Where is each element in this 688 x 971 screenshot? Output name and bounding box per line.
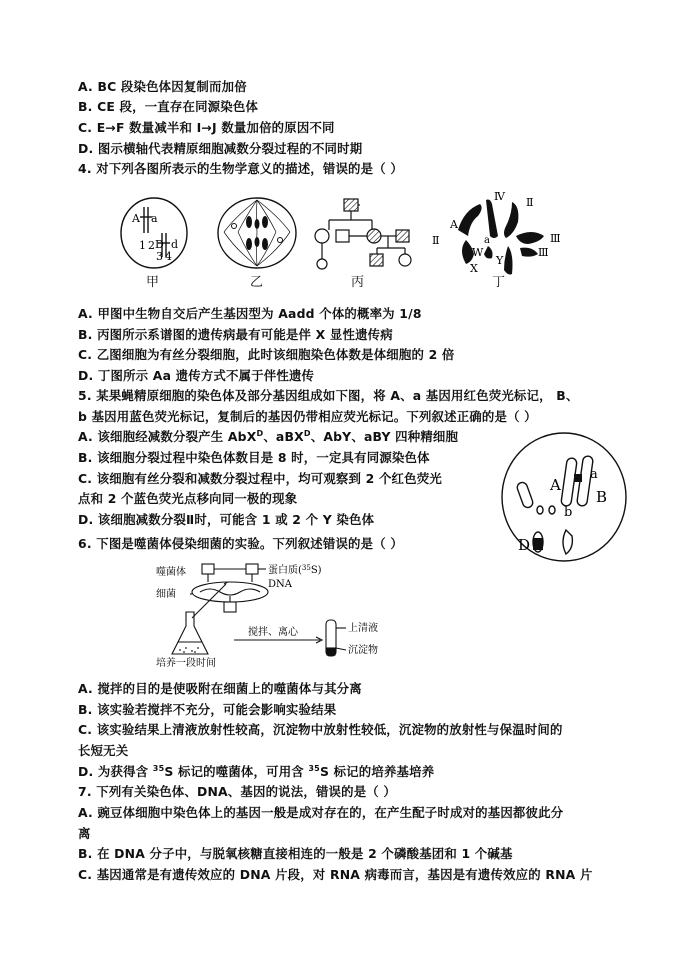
q5-stem-line2: b 基因用蓝色荧光标记，复制后的基因仍带相应荧光标记。下列叙述正确的是（ ）: [78, 409, 537, 424]
q4-label-jia: 甲: [146, 275, 160, 290]
jia-label-d: d: [171, 238, 179, 251]
jia-label-D: D: [155, 238, 164, 251]
cell-label-a: a: [590, 467, 598, 482]
q5-option-b: B. 该细胞分裂过程中染色体数目是 8 时，一定具有同源染色体: [78, 450, 430, 465]
ding-label-Y: Y: [496, 254, 504, 267]
q6-phage-experiment-figure: [150, 560, 400, 670]
cell-label-b: b: [564, 505, 573, 520]
ding-label-II-right: Ⅱ: [526, 196, 534, 209]
q5-option-a: [78, 428, 458, 445]
q7-stem: 7. 下列有关染色体、DNA、基因的说法，错误的是（ ）: [78, 784, 397, 799]
q4-option-d: D. 丁图所示 Aa 遗传方式不属于伴性遗传: [78, 368, 315, 383]
cell-label-B: B: [596, 488, 608, 506]
fig-label-culture: 培养一段时间: [156, 658, 216, 669]
q3-option-c: C. E→F 数量减半和 I→J 数量加倍的原因不同: [78, 120, 335, 135]
fig-label-supernatant: 上清液: [348, 623, 378, 634]
fig-label-sediment: 沉淀物: [348, 645, 378, 656]
jia-label-4: 4: [165, 250, 172, 263]
jia-label-A: A: [132, 212, 140, 225]
q5-option-c-line1: C. 该细胞有丝分裂和减数分裂过程中，均可观察到 2 个红色荧光: [78, 471, 442, 486]
fig-label-protein-end: S): [310, 565, 322, 576]
jia-label-a: a: [151, 212, 158, 225]
q5-option-a-part1: A. 该细胞经减数分裂产生 AbX: [78, 429, 257, 444]
q5-cell-figure: [500, 430, 628, 564]
q6-option-d-sup2: 35: [308, 764, 320, 773]
q4-stem: 4. 对下列各图所表示的生物学意义的描述，错误的是（ ）: [78, 161, 403, 176]
cell-label-A: A: [550, 476, 561, 494]
q5-option-a-sup2: D: [303, 429, 311, 438]
fig-label-protein-sup: 35: [301, 564, 311, 572]
q5-option-a-sup1: D: [256, 429, 264, 438]
jia-label-2: 2: [148, 239, 155, 252]
q6-option-b: B. 该实验若搅拌不充分，可能会影响实验结果: [78, 702, 337, 717]
fig-label-protein: [268, 563, 322, 576]
fig-label-bacteria: 细菌: [156, 589, 176, 600]
ding-label-a: a: [484, 235, 490, 246]
q6-stem: 6. 下图是噬菌体侵染细菌的实验。下列叙述错误的是（ ）: [78, 536, 403, 551]
q6-option-d-part3: S 标记的培养基培养: [319, 764, 435, 779]
ding-label-W: W: [472, 246, 484, 259]
q4-label-yi: 乙: [250, 275, 264, 290]
q5-option-a-part3: 、AbY、aBY 四种精细胞: [310, 429, 459, 444]
q4-figure-yi: [216, 196, 298, 270]
q6-option-a: A. 搅拌的目的是使吸附在细菌上的噬菌体与其分离: [78, 681, 362, 696]
jia-label-3: 3: [156, 250, 163, 263]
q6-option-d: [78, 763, 434, 780]
q7-option-a-line2: 离: [78, 826, 91, 841]
cell-label-D: D: [518, 536, 531, 554]
jia-label-1: 1: [139, 239, 146, 252]
q5-stem-line1: 5. 某果蝇精原细胞的染色体及部分基因组成如下图，将 A、a 基因用红色荧光标记， B、: [78, 388, 579, 403]
ding-label-III-right: Ⅲ: [550, 232, 561, 245]
fig-label-stir: 搅拌、离心: [248, 627, 298, 638]
q5-option-a-part2: 、aBX: [263, 429, 304, 444]
fig-label-dna: DNA: [268, 579, 292, 590]
q3-option-a: A. BC 段染色体因复制而加倍: [78, 79, 247, 94]
q6-option-d-part1: D. 为获得含: [78, 764, 153, 779]
q5-option-c-line2: 点和 2 个蓝色荧光点移向同一极的现象: [78, 491, 298, 506]
q6-option-c-line2: 长短无关: [78, 743, 129, 758]
fig-label-phage: 噬菌体: [156, 567, 186, 578]
q6-option-d-sup1: 35: [152, 764, 165, 773]
q7-option-b: B. 在 DNA 分子中，与脱氧核糖直接相连的一般是 2 个磷酸基团和 1 个碱基: [78, 846, 513, 861]
q4-figure-bing-pedigree: [312, 196, 422, 270]
ding-label-X: X: [470, 262, 478, 275]
q4-figure-jia: [118, 195, 190, 271]
q4-option-b: B. 丙图所示系谱图的遗传病最有可能是伴 X 显性遗传病: [78, 327, 393, 342]
q6-option-d-part2: S 标记的噬菌体，可用含: [164, 764, 309, 779]
ding-label-III-lower: Ⅲ: [538, 246, 549, 259]
q7-option-a-line1: A. 豌豆体细胞中染色体上的基因一般是成对存在的，在产生配子时成对的基因都彼此分: [78, 805, 564, 820]
q5-option-d: D. 该细胞减数分裂Ⅱ时，可能含 1 或 2 个 Y 染色体: [78, 512, 375, 527]
q4-option-c: C. 乙图细胞为有丝分裂细胞，此时该细胞染色体数是体细胞的 2 倍: [78, 347, 455, 362]
ding-label-IV: Ⅳ: [494, 192, 505, 203]
q3-option-d: D. 图示横轴代表精原细胞减数分裂过程的不同时期: [78, 141, 363, 156]
q4-label-bing: 丙: [351, 275, 365, 290]
q4-label-ding: 丁: [492, 275, 506, 290]
ding-label-II-left: Ⅱ: [432, 234, 440, 247]
q3-option-b: B. CE 段，一直存在同源染色体: [78, 99, 259, 114]
ding-label-A: A: [450, 218, 458, 231]
fig-label-protein-text: 蛋白质(: [268, 565, 302, 576]
q7-option-c: C. 基因通常是有遗传效应的 DNA 片段，对 RNA 病毒而言，基因是有遗传效应的 RNA 片: [78, 867, 593, 882]
q4-figure-ding-chromosomes: [428, 192, 568, 278]
q4-option-a: A. 甲图中生物自交后产生基因型为 Aadd 个体的概率为 1/8: [78, 306, 422, 321]
q6-option-c-line1: C. 该实验结果上清液放射性较高，沉淀物中放射性较低，沉淀物的放射性与保温时间的: [78, 722, 563, 737]
